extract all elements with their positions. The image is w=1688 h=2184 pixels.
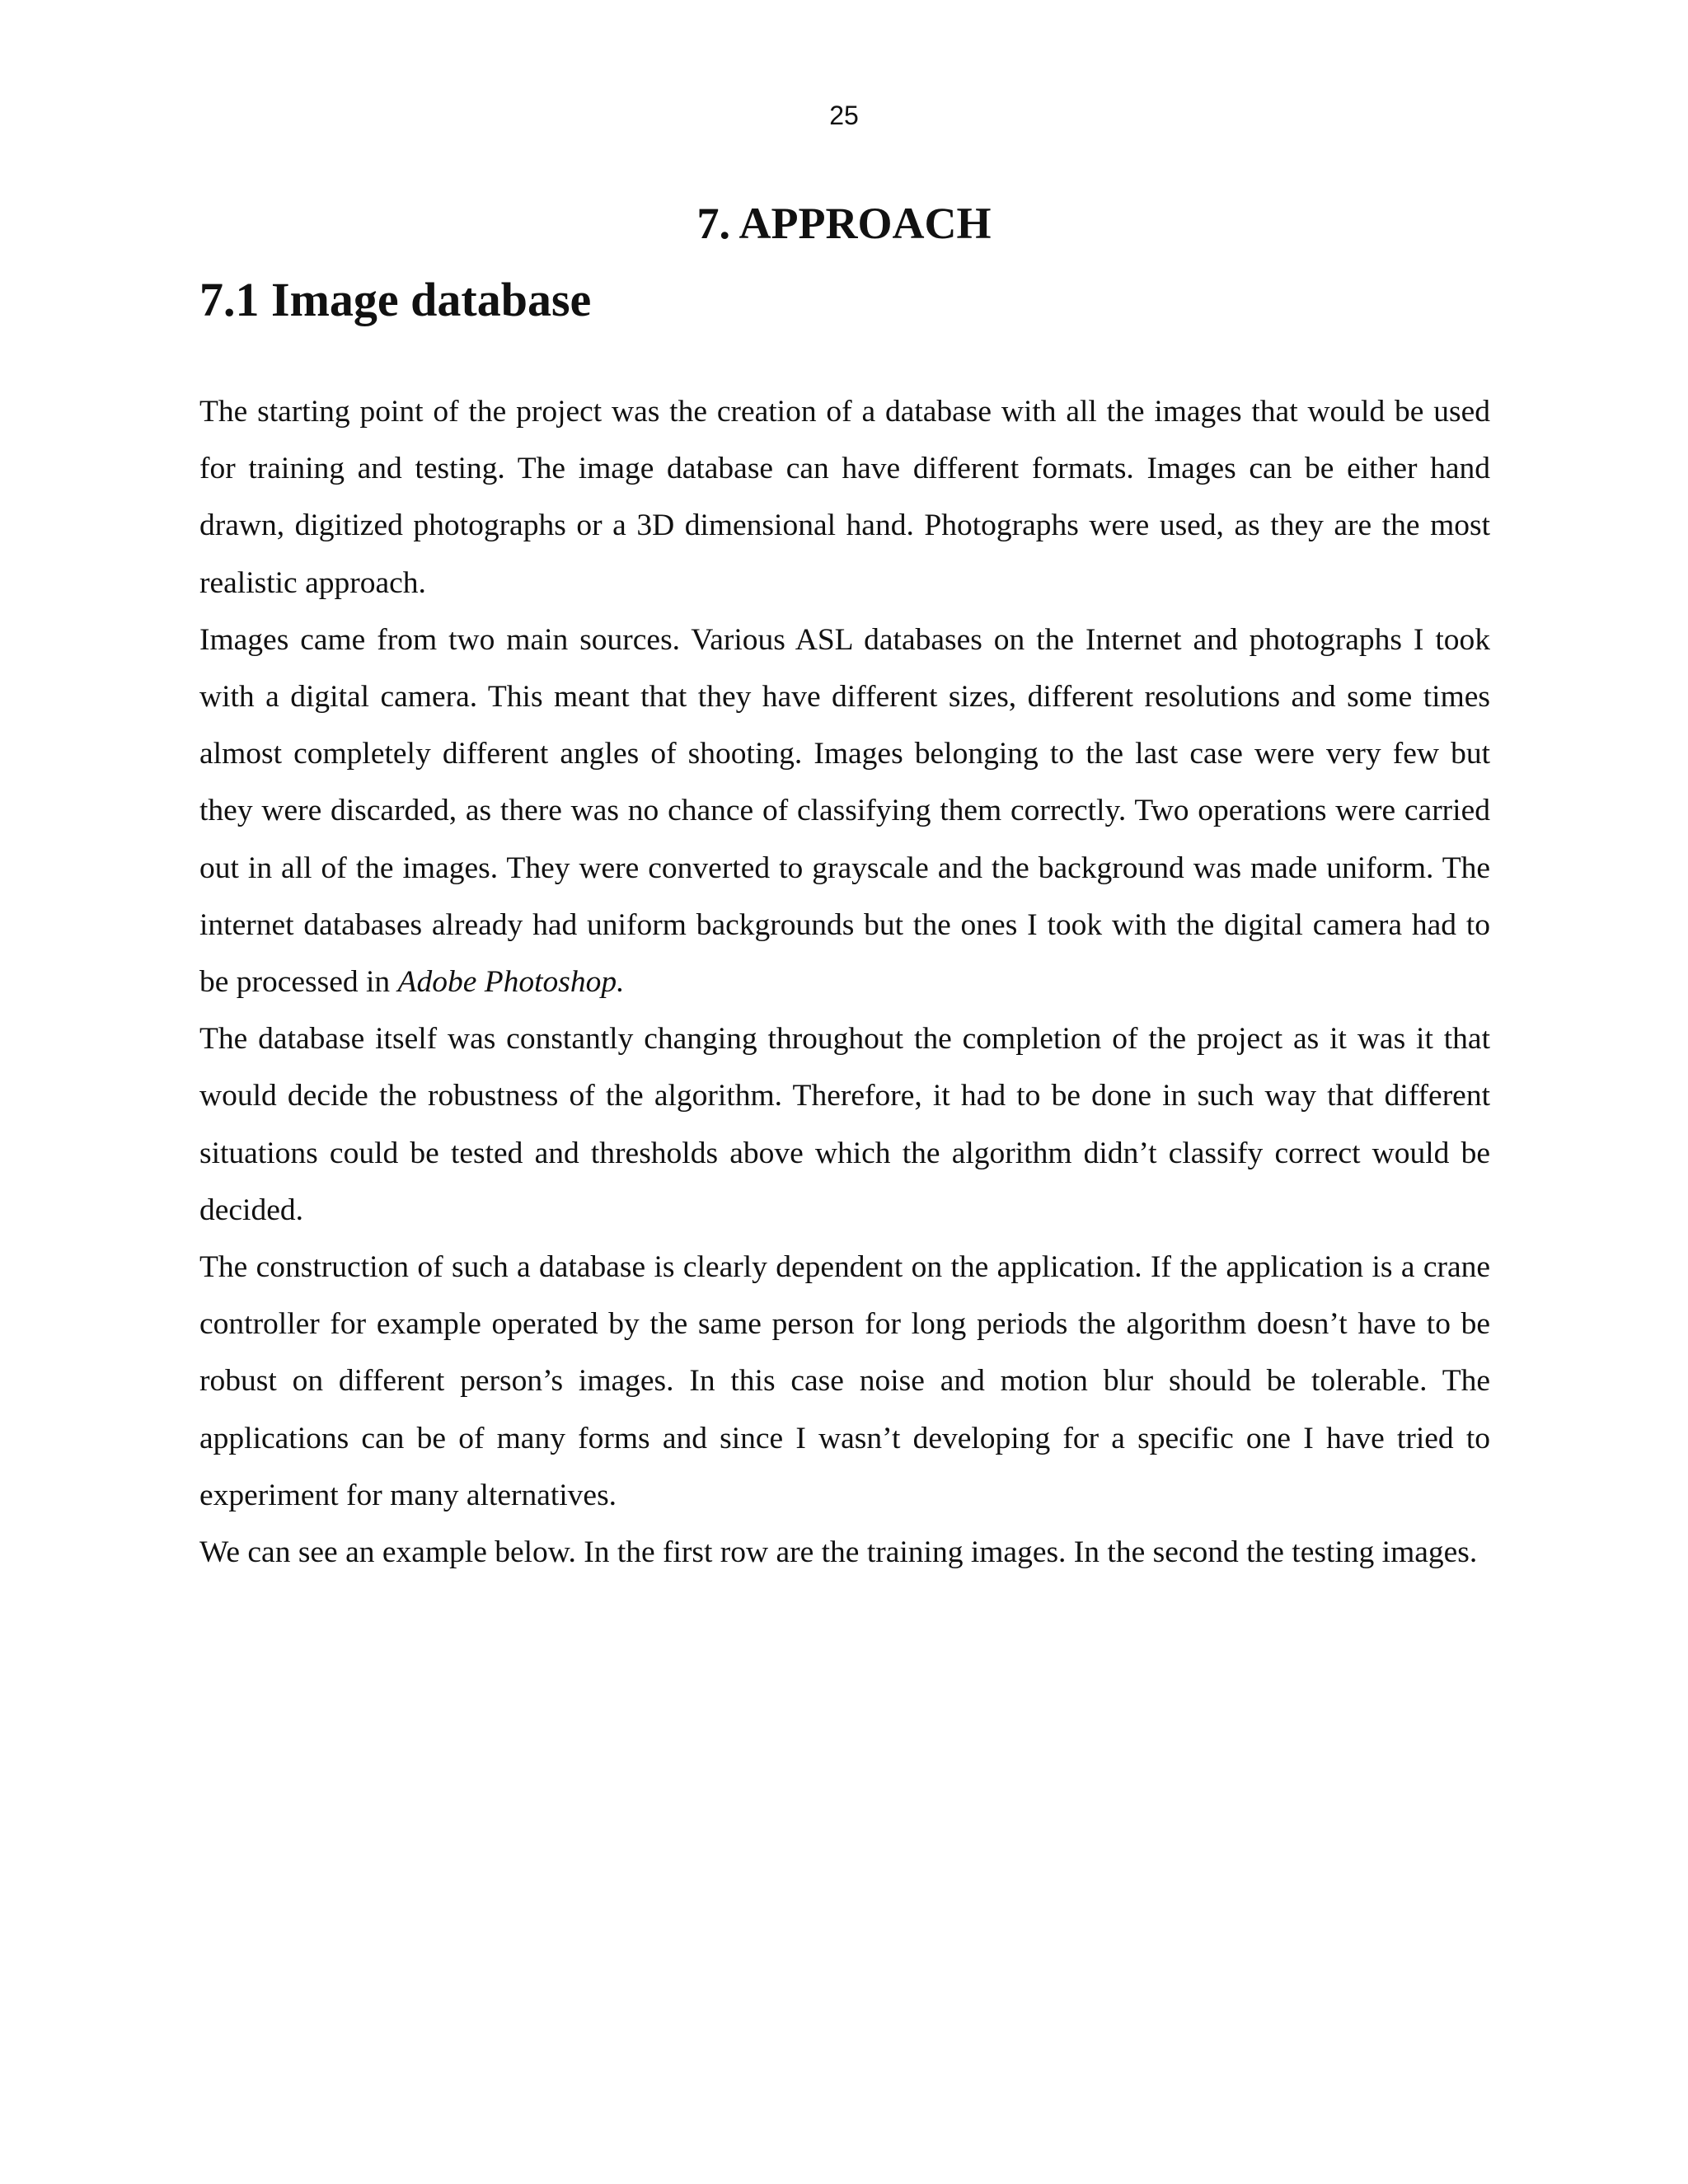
- paragraph-5: [199, 1524, 1490, 1581]
- paragraph-4: [199, 1239, 1490, 1524]
- section-title: 7.1 Image database: [199, 273, 592, 326]
- paragraph-4-text: The construction of such a database is clearly dependent on the application. If the application is a crane controller for example operated by the same person for long periods the algorithm doesn’t have to be robust on different person’s images. In this case noise and motion blur should be tolerable. The applications can be of many forms and since I wasn’t developing for a specific one I have tried to experiment for many alternatives.: [199, 1250, 1490, 1512]
- paragraph-2-emphasis: Adobe Photoshop.: [397, 965, 625, 1000]
- body-text: [199, 383, 1490, 1581]
- paragraph-1-text: The starting point of the project was the creation of a database with all the images that would be used for training and testing. The image database can have different formats. Images can be either hand drawn, digitized photographs or a 3D dimensional hand. Photographs were used, as they are the most realistic approach.: [199, 395, 1490, 600]
- paragraph-3: [199, 1010, 1490, 1239]
- paragraph-2-text: Images came from two main sources. Various ASL databases on the Internet and photographs I took with a digital camera. This meant that they have different sizes, different resolutions and some times almost completely different angles of shooting. Images belonging to the last case were very few but they were discarded, as there was no chance of classifying them correctly. Two operations were carried out in all of the images. They were converted to grayscale and the background was made uniform. The internet databases already had uniform backgrounds but the ones I took with the digital camera had to be processed in: [199, 622, 1490, 1000]
- paragraph-2: [199, 612, 1490, 1010]
- page-number: 25: [829, 101, 859, 130]
- paragraph-3-text: The database itself was constantly changing throughout the completion of the project as it was it that would decide the robustness of the algorithm. Therefore, it had to be done in such way that different situations could be tested and thresholds above which the algorithm didn’t classify correct would be decided.: [199, 1022, 1490, 1227]
- chapter-title: 7. APPROACH: [696, 199, 992, 248]
- paragraph-5-text: We can see an example below. In the first row are the training images. In the second the testing images.: [199, 1535, 1478, 1570]
- paragraph-1: [199, 383, 1490, 612]
